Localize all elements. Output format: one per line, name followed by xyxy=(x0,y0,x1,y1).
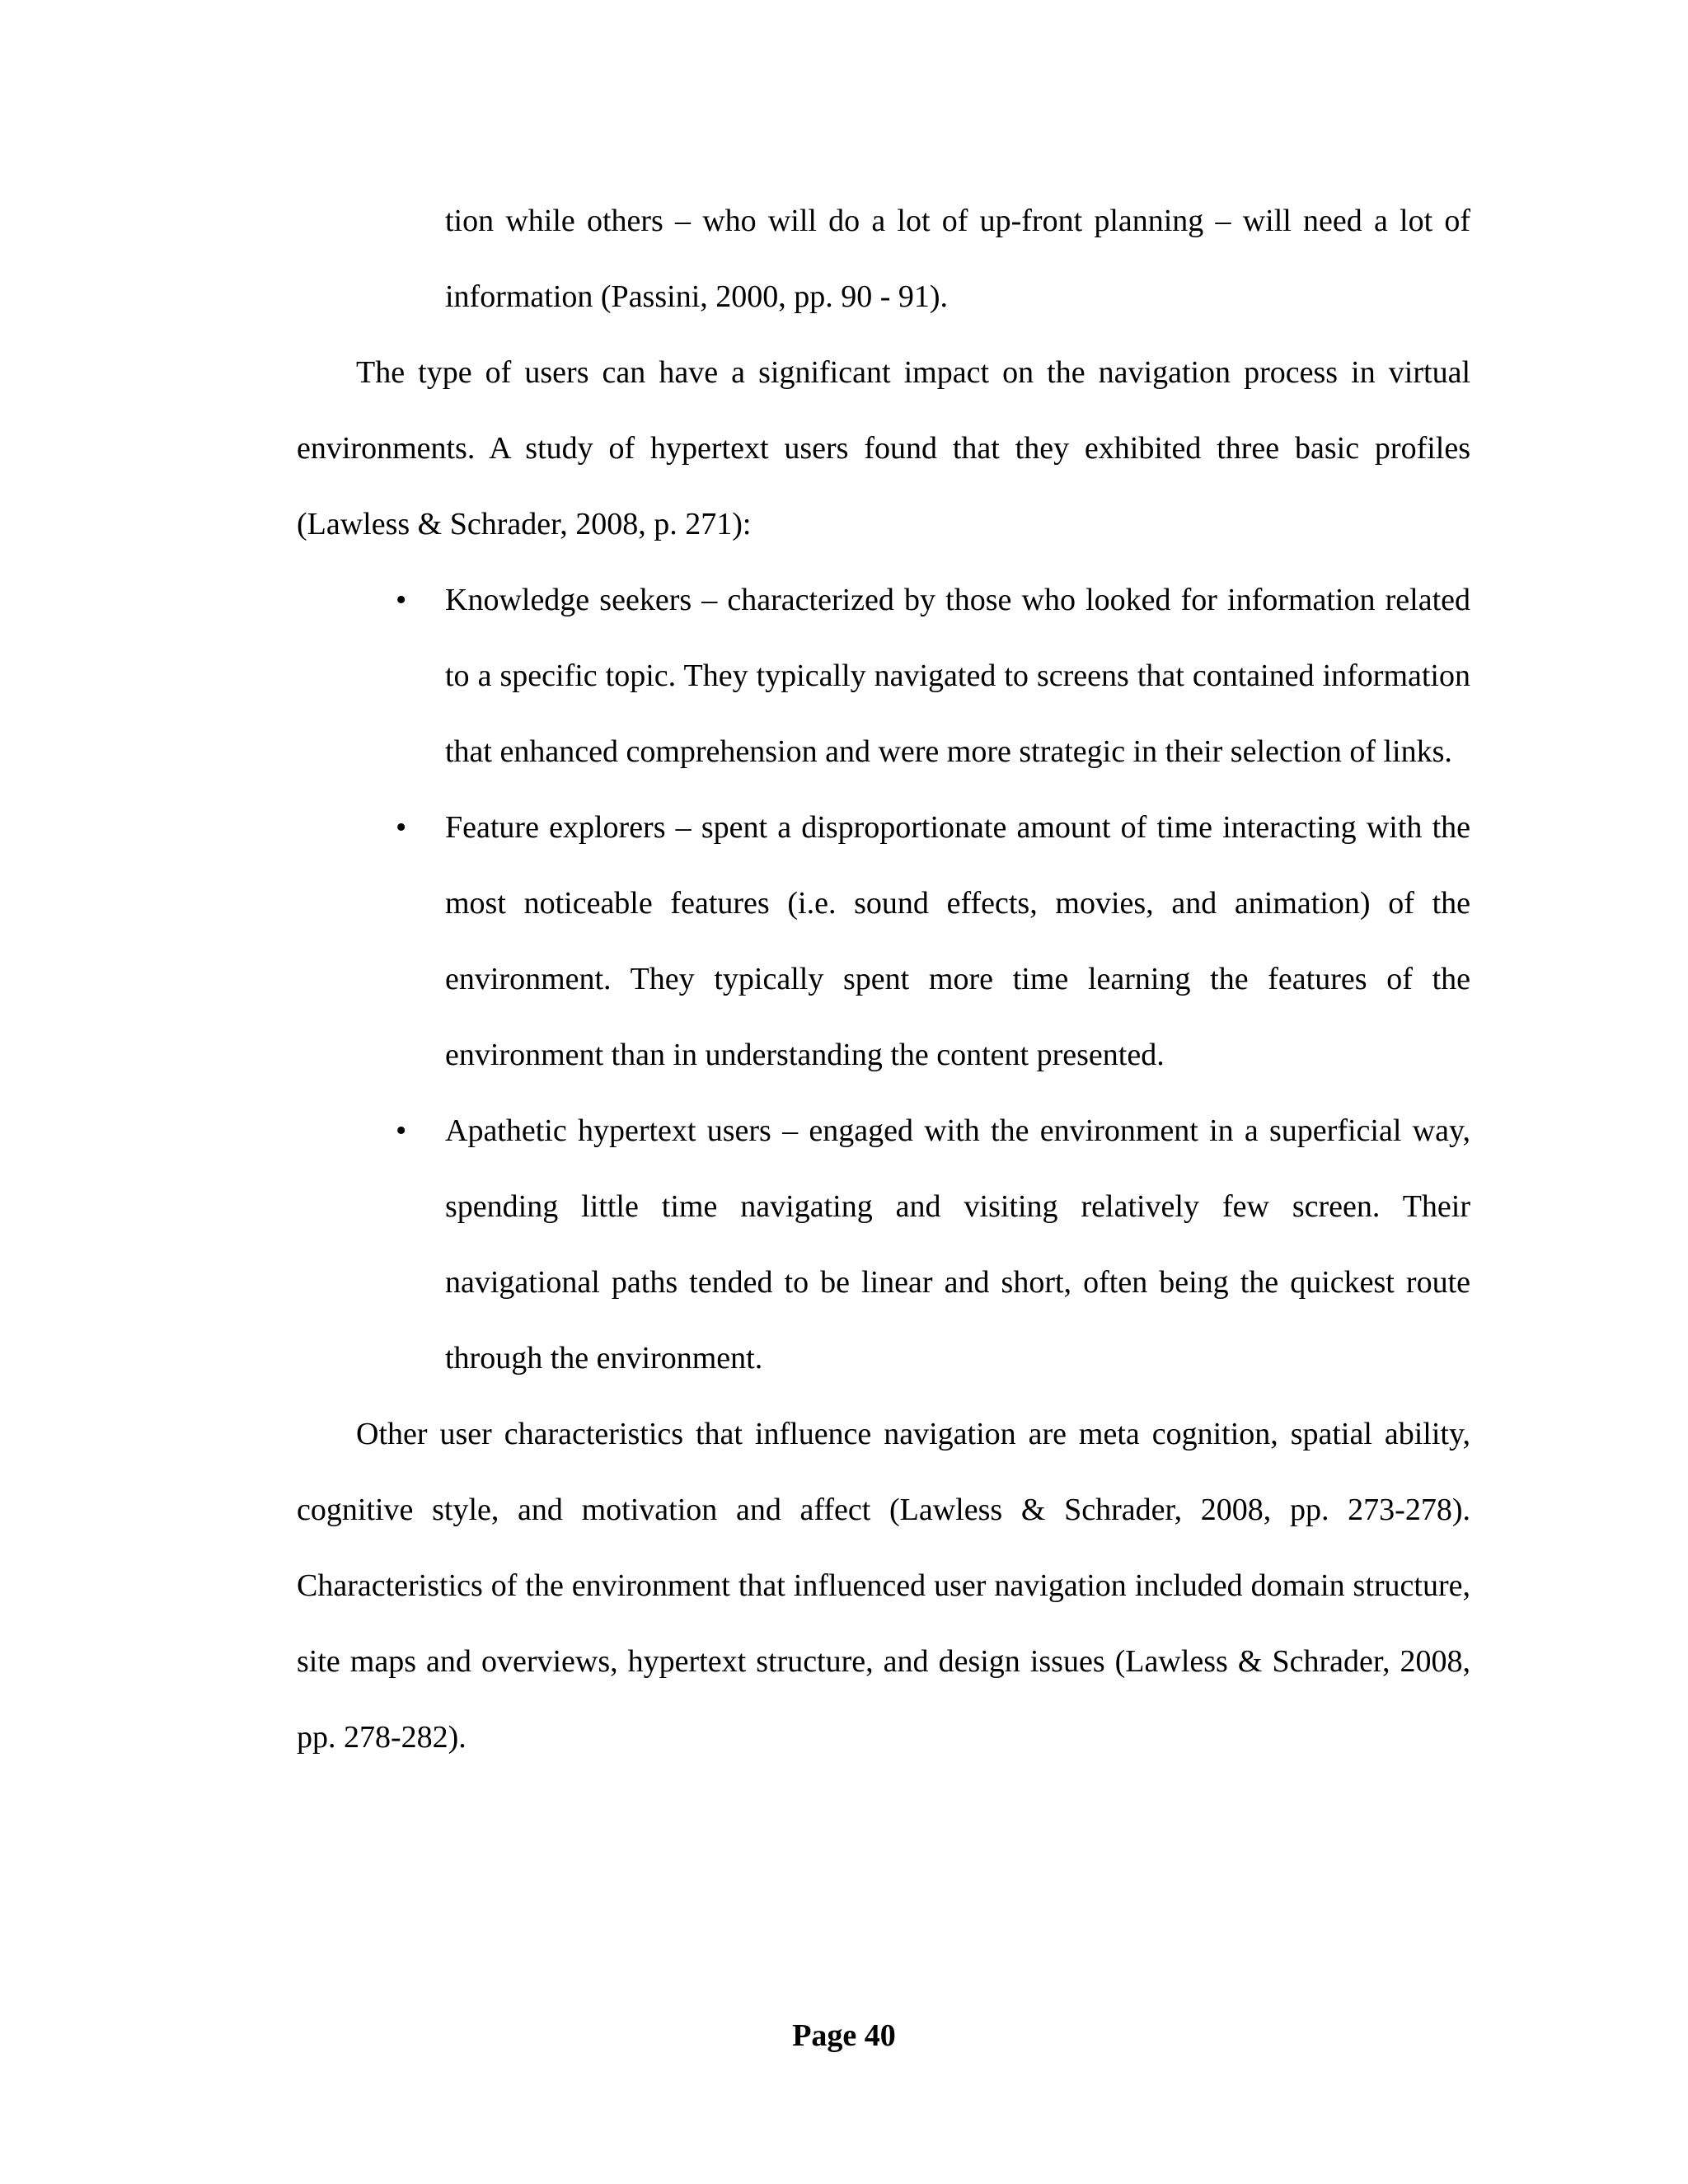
paragraph-user-types: The type of users can have a significant impact on the navigation process in virtual environments. A study of hypertext users found that they exhibited three basic profiles (Lawless & Schrader, 2008, p. 271): xyxy=(297,355,1470,541)
bullet-icon: • xyxy=(396,1113,407,1148)
list-item-text: Apathetic hypertext users – engaged with the environment in a superficial way, spending little time navigating and visiting relatively few screen. Their navigational paths tended to be linear and short, often being the quickest route through the environment. xyxy=(445,1113,1470,1376)
page-number: Page 40 xyxy=(792,2018,896,2053)
paragraph-characteristics: Other user characteristics that influence navigation are meta cognition, spatial ability, cognitive style, and motivation and affect (Lawless & Schrader, 2008, pp. 273-278). Characteristics of the environment that influenced user navigation included domain structure, site maps and overviews, hypertext structure, and design issues (Lawless & Schrader, 2008, pp. 278-282). xyxy=(297,1417,1470,1755)
list-item xyxy=(297,562,1470,790)
continuation-paragraph: tion while others – who will do a lot of up-front planning – will need a lot of information (Passini, 2000, pp. 90 - 91). xyxy=(445,204,1470,314)
list-item xyxy=(297,790,1470,1093)
list-item-text: Knowledge seekers – characterized by those who looked for information related to a specific topic. They typically navigated to screens that contained information that enhanced comprehension and were more strategic in their selection of links. xyxy=(445,583,1470,769)
user-profiles-list xyxy=(297,562,1470,1396)
bullet-icon: • xyxy=(396,583,407,617)
list-item-text: Feature explorers – spent a disproportionate amount of time interacting with the most noticeable features (i.e. sound effects, movies, and animation) of the environment. They typically spent more time learning the features of the environment than in understanding the content presented. xyxy=(445,810,1470,1072)
bullet-icon: • xyxy=(396,810,407,845)
list-item xyxy=(297,1093,1470,1396)
body-text xyxy=(297,183,1470,1775)
